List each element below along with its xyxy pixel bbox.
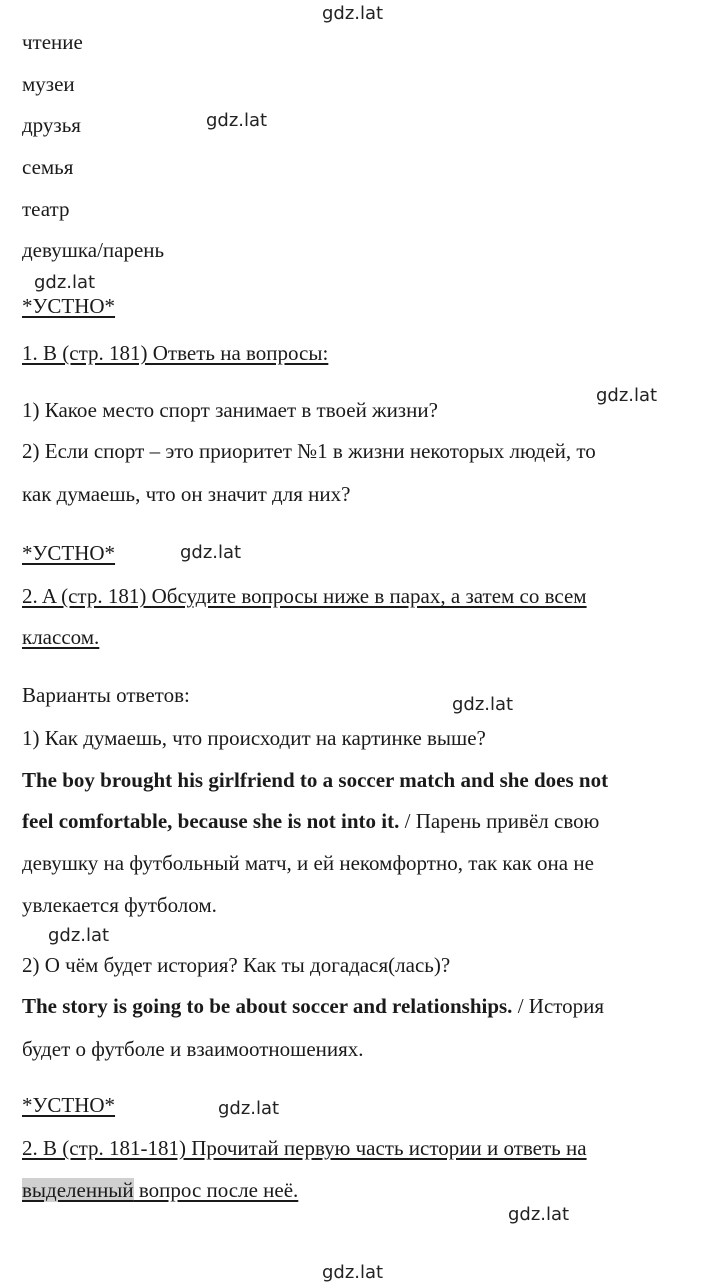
task1-question-2-cont: как думаешь, что он значит для них? <box>22 482 351 506</box>
task1-question-2: 2) Если спорт – это приоритет №1 в жизни некоторых людей, то <box>22 439 596 463</box>
watermark: gdz.lat <box>508 1204 570 1225</box>
answer-russian: / История <box>512 994 605 1018</box>
task2-answer-1: The boy brought his girlfriend to a soccer match and she does not <box>22 768 609 792</box>
answer-variants-label: Варианты ответов: <box>22 683 190 707</box>
watermark: gdz.lat <box>48 925 110 946</box>
watermark: gdz.lat <box>34 272 96 293</box>
task2-heading: 2. A (стр. 181) Обсудите вопросы ниже в парах, а затем со всем <box>22 584 587 608</box>
answer-english: feel comfortable, because she is not into it. <box>22 809 400 833</box>
watermark: gdz.lat <box>322 3 384 24</box>
vocab-item: семья <box>22 155 74 179</box>
watermark: gdz.lat <box>218 1098 280 1119</box>
watermark: gdz.lat <box>452 694 514 715</box>
watermark: gdz.lat <box>596 385 658 406</box>
task2-answer-2 <box>22 993 604 1019</box>
task2-heading-cont: классом. <box>22 625 100 649</box>
vocab-item: театр <box>22 197 70 221</box>
task2-question-2: 2) О чём будет история? Как ты догадася(лась)? <box>22 953 451 977</box>
task2-answer-1-translation: девушку на футбольный матч, и ей некомфортно, так как она не <box>22 851 594 875</box>
task3-heading: 2. B (стр. 181-181) Прочитай первую часть истории и ответь на <box>22 1136 587 1160</box>
task2-answer-1-cont <box>22 808 599 834</box>
watermark: gdz.lat <box>206 110 268 131</box>
vocab-item: девушка/парень <box>22 238 165 262</box>
task1-heading: 1. B (стр. 181) Ответь на вопросы: <box>22 341 329 365</box>
highlighted-word: выделенный <box>22 1178 134 1202</box>
vocab-item: музеи <box>22 72 75 96</box>
task2-answer-1-translation-cont: увлекается футболом. <box>22 893 217 917</box>
vocab-item: друзья <box>22 113 81 137</box>
task1-question-1: 1) Какое место спорт занимает в твоей жизни? <box>22 398 438 422</box>
vocab-item: чтение <box>22 30 83 54</box>
watermark: gdz.lat <box>180 542 242 563</box>
orally-label: *УСТНО* <box>22 541 116 565</box>
task2-question-1: 1) Как думаешь, что происходит на картинке выше? <box>22 726 486 750</box>
watermark: gdz.lat <box>322 1262 384 1283</box>
answer-russian: / Парень привёл свою <box>399 809 600 833</box>
orally-label: *УСТНО* <box>22 294 116 318</box>
task2-answer-2-translation: будет о футболе и взаимоотношениях. <box>22 1037 364 1061</box>
task3-heading-cont <box>22 1177 298 1203</box>
heading-rest: вопрос после неё. <box>133 1178 299 1202</box>
orally-label: *УСТНО* <box>22 1093 116 1117</box>
answer-english: The story is going to be about soccer and relationships. <box>22 994 513 1018</box>
